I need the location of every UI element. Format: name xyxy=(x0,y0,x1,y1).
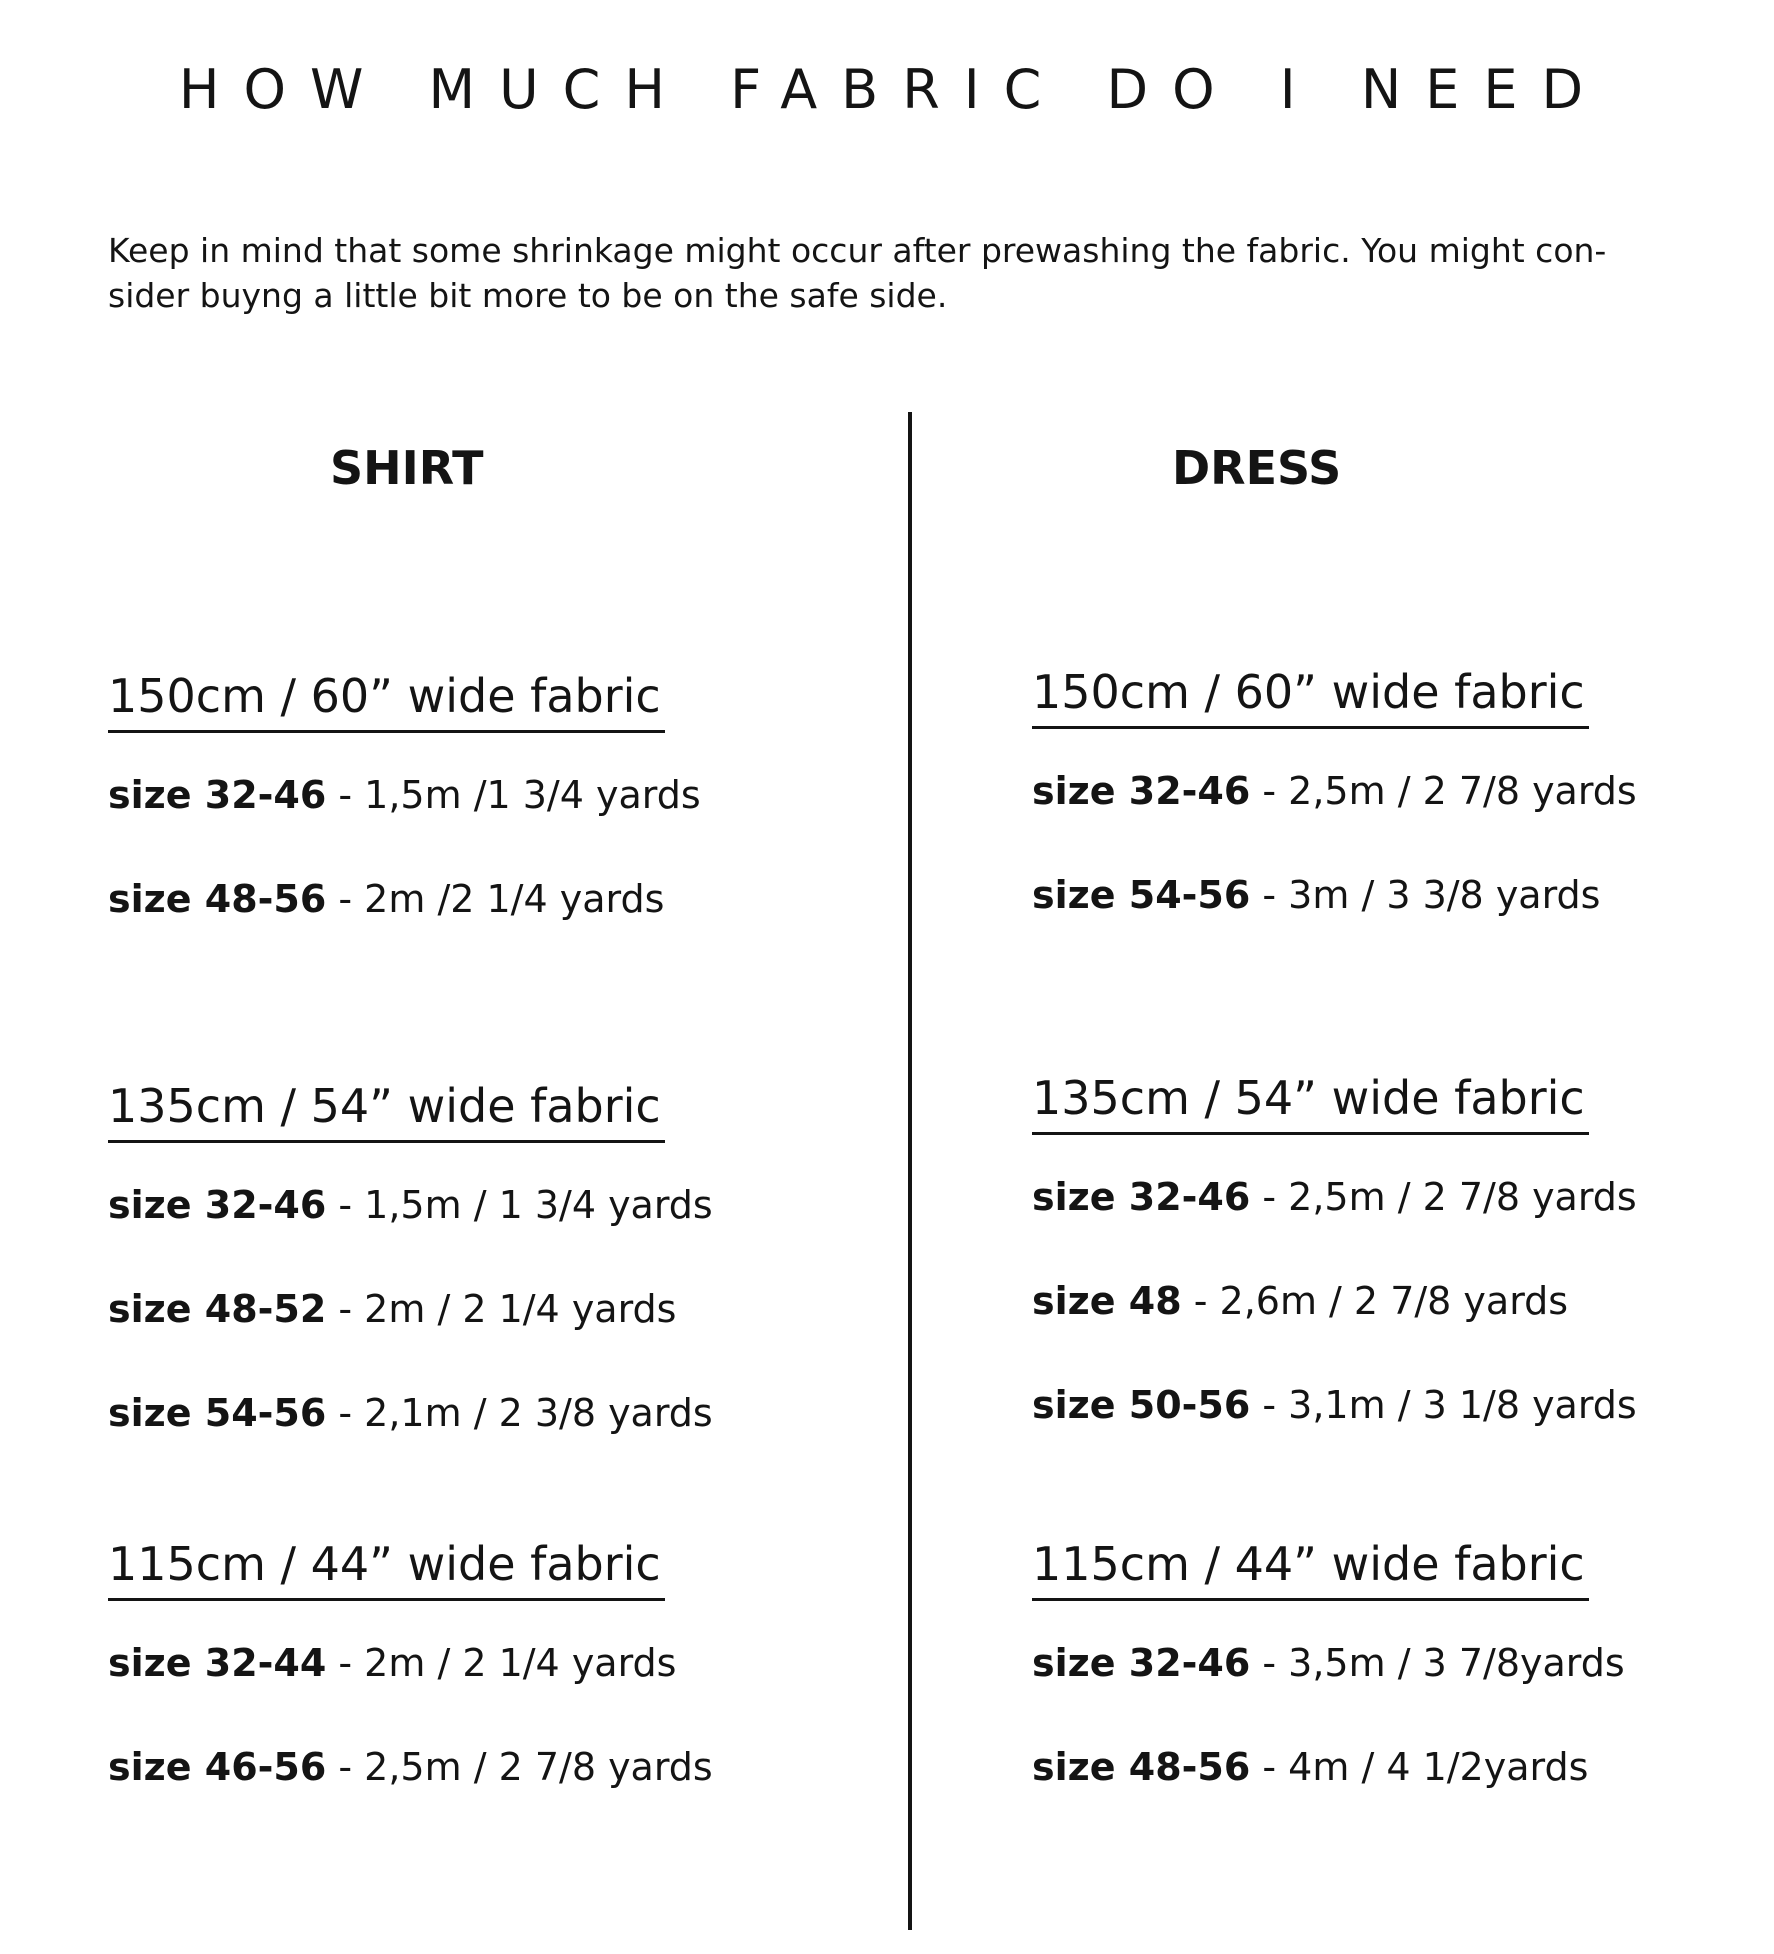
fabric-row xyxy=(1032,1277,1637,1325)
section-heading: 150cm / 60” wide fabric xyxy=(1032,664,1589,729)
shirt-column-heading: SHIRT xyxy=(330,441,484,495)
fabric-amount: - 3,5m / 3 7/8yards xyxy=(1250,1641,1625,1685)
size-range: size 54-56 xyxy=(108,1391,327,1435)
fabric-amount: - 2,1m / 2 3/8 yards xyxy=(326,1391,713,1435)
fabric-amount: - 2m / 2 1/4 yards xyxy=(326,1287,677,1331)
fabric-amount: - 2,5m / 2 7/8 yards xyxy=(326,1745,713,1789)
fabric-amount: - 2,5m / 2 7/8 yards xyxy=(1250,769,1637,813)
fabric-row xyxy=(108,1181,713,1229)
section-heading: 115cm / 44” wide fabric xyxy=(1032,1536,1589,1601)
intro-paragraph: Keep in mind that some shrinkage might occur after prewashing the fabric. You might con-sider buyng a little bit more to be on the safe side. xyxy=(108,231,1607,315)
fabric-row xyxy=(108,771,701,819)
size-range: size 32-46 xyxy=(1032,1641,1251,1685)
fabric-row xyxy=(1032,871,1637,919)
fabric-row xyxy=(108,1389,713,1437)
page-title: HOW MUCH FABRIC DO I NEED xyxy=(178,58,1608,121)
section-heading: 150cm / 60” wide fabric xyxy=(108,668,665,733)
size-range: size 32-46 xyxy=(1032,1175,1251,1219)
fabric-row xyxy=(1032,1381,1637,1429)
section-heading: 135cm / 54” wide fabric xyxy=(1032,1070,1589,1135)
fabric-amount: - 4m / 4 1/2yards xyxy=(1250,1745,1589,1789)
size-range: size 32-46 xyxy=(1032,769,1251,813)
size-range: size 54-56 xyxy=(1032,873,1251,917)
dress-section-150cm xyxy=(1032,664,1637,919)
fabric-amount: - 2,6m / 2 7/8 yards xyxy=(1181,1279,1569,1323)
dress-section-135cm xyxy=(1032,1070,1637,1429)
shirt-section-150cm xyxy=(108,668,701,923)
fabric-row xyxy=(1032,1639,1625,1687)
fabric-row xyxy=(1032,1173,1637,1221)
fabric-amount: - 2m /2 1/4 yards xyxy=(326,877,665,921)
column-divider xyxy=(908,412,912,1930)
dress-column-heading: DRESS xyxy=(1172,441,1342,495)
dress-section-115cm xyxy=(1032,1536,1625,1791)
fabric-row xyxy=(108,1743,713,1791)
size-range: size 48 xyxy=(1032,1279,1182,1323)
size-range: size 32-46 xyxy=(108,773,327,817)
section-heading: 115cm / 44” wide fabric xyxy=(108,1536,665,1601)
fabric-row xyxy=(1032,767,1637,815)
fabric-amount: - 3,1m / 3 1/8 yards xyxy=(1250,1383,1637,1427)
fabric-amount: - 3m / 3 3/8 yards xyxy=(1250,873,1601,917)
fabric-amount: - 1,5m /1 3/4 yards xyxy=(326,773,701,817)
size-range: size 48-56 xyxy=(1032,1745,1251,1789)
fabric-amount: - 1,5m / 1 3/4 yards xyxy=(326,1183,713,1227)
section-heading: 135cm / 54” wide fabric xyxy=(108,1078,665,1143)
size-range: size 48-52 xyxy=(108,1287,327,1331)
fabric-row xyxy=(108,1285,713,1333)
size-range: size 32-46 xyxy=(108,1183,327,1227)
size-range: size 46-56 xyxy=(108,1745,327,1789)
shirt-section-115cm xyxy=(108,1536,713,1791)
fabric-row xyxy=(108,1639,713,1687)
size-range: size 50-56 xyxy=(1032,1383,1251,1427)
fabric-amount: - 2,5m / 2 7/8 yards xyxy=(1250,1175,1637,1219)
size-range: size 32-44 xyxy=(108,1641,327,1685)
fabric-row xyxy=(108,875,701,923)
fabric-amount: - 2m / 2 1/4 yards xyxy=(326,1641,677,1685)
shirt-section-135cm xyxy=(108,1078,713,1437)
size-range: size 48-56 xyxy=(108,877,327,921)
fabric-row xyxy=(1032,1743,1625,1791)
